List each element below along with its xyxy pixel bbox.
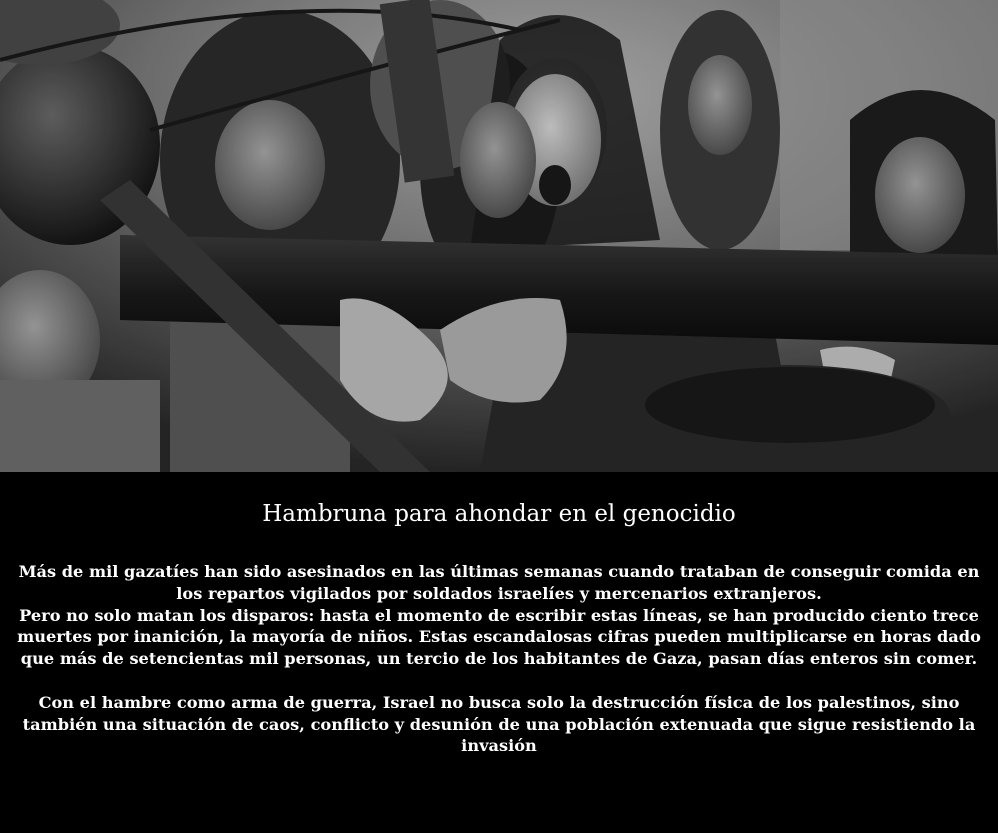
paragraph-spacer: [14, 670, 984, 692]
article-paragraph: Más de mil gazatíes han sido asesinados en las últimas semanas cuando trataban de conseguir comida en los repartos vigilados por soldados israelíes y mercenarios extranjeros.: [18, 562, 980, 603]
article-headline: Hambruna para ahondar en el genocidio: [262, 501, 736, 527]
article-paragraph: Pero no solo matan los disparos: hasta el momento de escribir estas líneas, se han producido ciento trece muertes por inanición, la mayoría de niños. Estas escandalosas cifras pueden multiplicarse en horas dado que más de setencientas mil personas, un tercio de los habitantes de Gaza, pasan días enteros sin comer.: [17, 605, 981, 669]
article-body: [14, 561, 984, 757]
article-paragraph: Con el hambre como arma de guerra, Israel no busca solo la destrucción física de los palestinos, sino también una situación de caos, conflicto y desunión de una población extenuada que sigue resistiendo la invasión: [22, 692, 976, 756]
article-section: [0, 472, 998, 833]
